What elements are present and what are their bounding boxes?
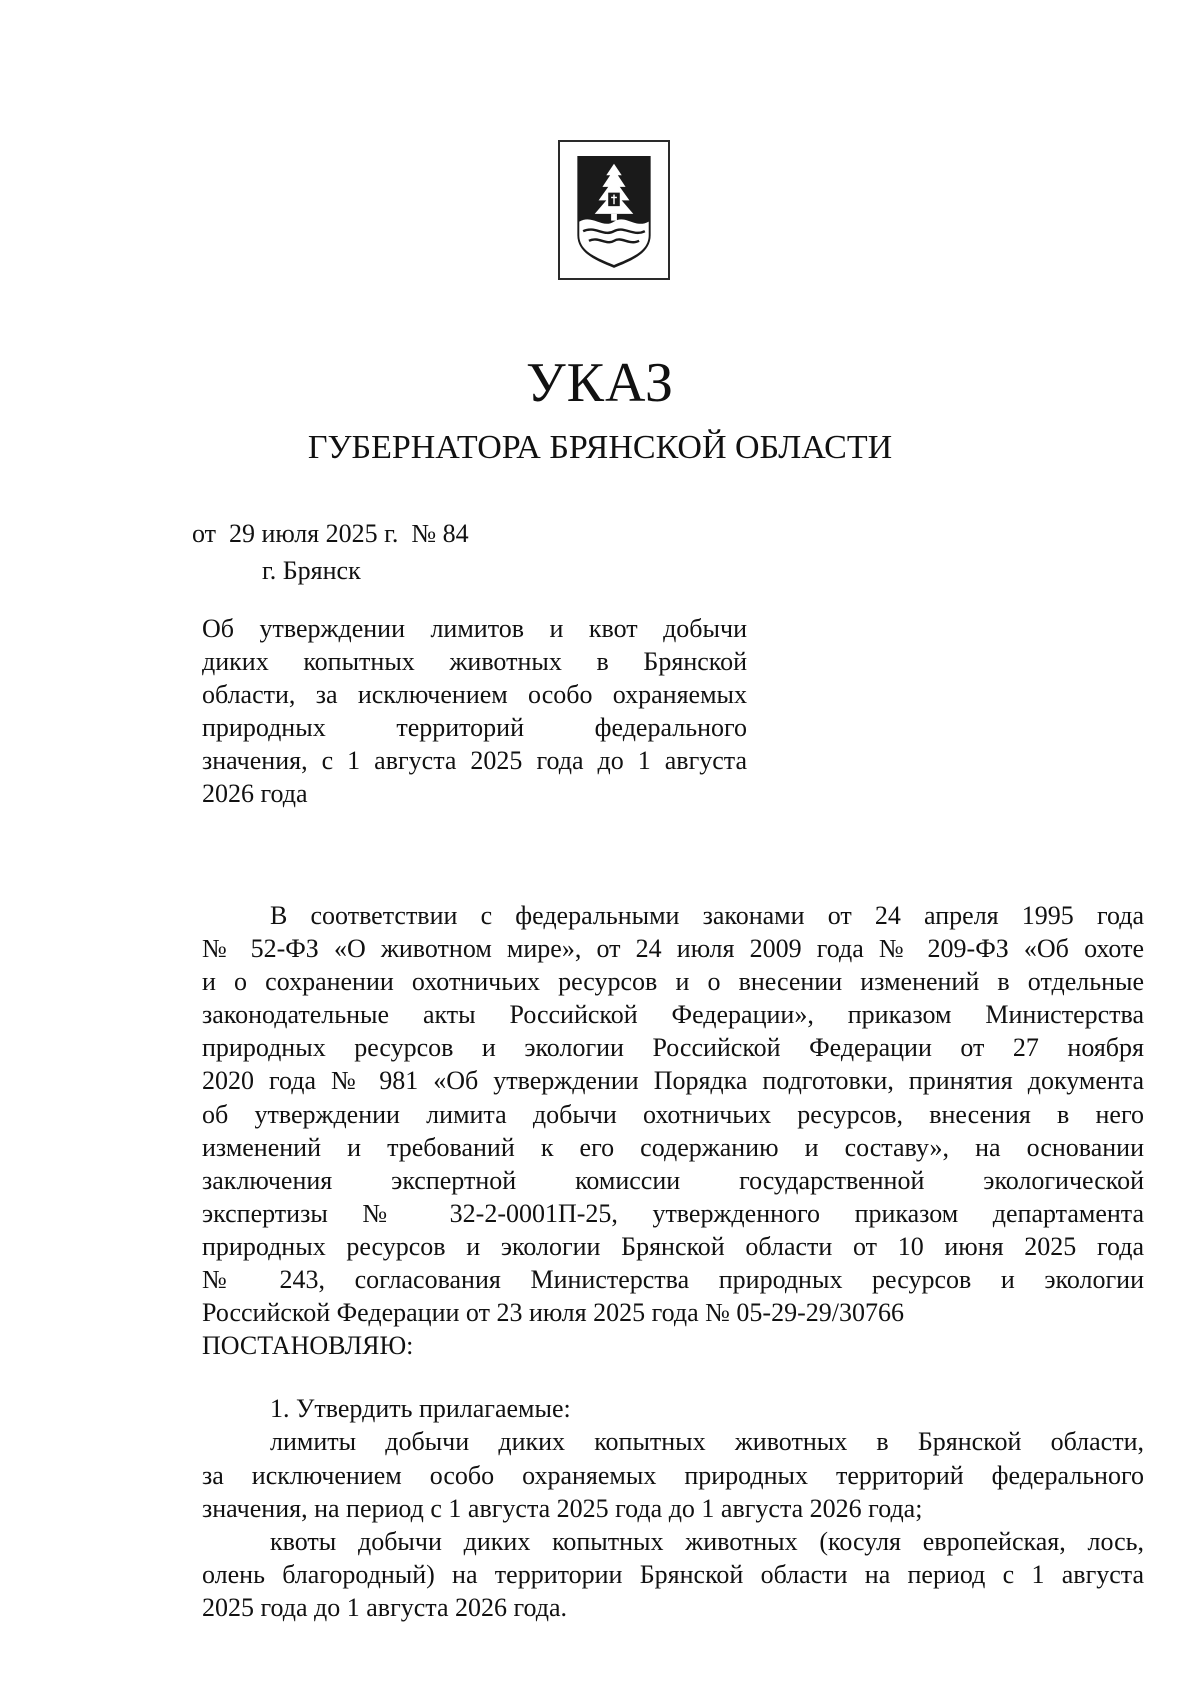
item-heading: 1. Утвердить прилагаемые: xyxy=(270,1394,571,1424)
item-line: лимиты добычи диких копытных животных в Брянской области, xyxy=(270,1427,1144,1457)
document-subtitle: ГУБЕРНАТОРА БРЯНСКОЙ ОБЛАСТИ xyxy=(307,429,893,466)
document-body xyxy=(202,899,1144,1624)
preamble-line: об утверждении лимита добычи охотничьих ресурсов, внесения в него xyxy=(202,1099,1144,1129)
subject-line: значения, с 1 августа 2025 года до 1 августа xyxy=(202,746,747,775)
item-line: за исключением особо охраняемых природных территорий федерального xyxy=(202,1460,1144,1490)
item-1 xyxy=(202,1392,1144,1624)
preamble-line: законодательные акты Российской Федерации», приказом Министерства xyxy=(202,1000,1144,1030)
item-line: 2025 года до 1 августа 2026 года. xyxy=(202,1592,568,1622)
subject-line: 2026 года xyxy=(202,779,308,808)
preamble-line: № 243, согласования Министерства природных ресурсов и экологии xyxy=(202,1265,1144,1295)
subject-line: Об утверждении лимитов и квот добычи xyxy=(202,614,747,643)
preamble-line: № 52-ФЗ «О животном мире», от 24 июля 2009 года № 209-ФЗ «Об охоте xyxy=(202,934,1144,964)
preamble-line: и о сохранении охотничьих ресурсов и о внесении изменений в отдельные xyxy=(202,967,1144,997)
preamble-line: экспертизы № 32-2-0001П-25, утвержденного приказом департамента xyxy=(202,1198,1144,1228)
document-title: УКАЗ xyxy=(525,352,675,414)
preamble-line: заключения экспертной комиссии государственной экологической xyxy=(202,1165,1144,1195)
item-line: квоты добычи диких копытных животных (косуля европейская, лось, xyxy=(270,1526,1144,1556)
spacer xyxy=(202,1362,1144,1392)
city: г. Брянск xyxy=(262,556,361,585)
document-subject xyxy=(202,612,747,810)
item-line: олень благородный) на территории Брянской области на период с 1 августа xyxy=(202,1559,1144,1589)
bryansk-coat-of-arms-icon xyxy=(558,140,670,280)
preamble-line: Российской Федерации от 23 июля 2025 года № 05-29-29/30766 xyxy=(202,1298,904,1328)
preamble-line: В соответствии с федеральными законами от 24 апреля 1995 года xyxy=(270,901,1144,930)
preamble-line: изменений и требований к его содержанию и составу», на основании xyxy=(202,1132,1144,1162)
subject-line: диких копытных животных в Брянской xyxy=(202,647,747,676)
preamble xyxy=(202,899,1144,1362)
preamble-line: природных ресурсов и экологии Брянской области от 10 июня 2025 года xyxy=(202,1231,1144,1261)
subject-line: области, за исключением особо охраняемых xyxy=(202,680,747,709)
decree-word: ПОСТАНОВЛЯЮ: xyxy=(202,1331,414,1361)
preamble-line: 2020 года № 981 «Об утверждении Порядка подготовки, принятия документа xyxy=(202,1066,1144,1096)
preamble-line: природных ресурсов и экологии Российской Федерации от 27 ноября xyxy=(202,1033,1144,1063)
subject-line: природных территорий федерального xyxy=(202,713,747,742)
date-and-number: от 29 июля 2025 г. № 84 xyxy=(192,519,469,548)
item-line: значения, на период с 1 августа 2025 года до 1 августа 2026 года; xyxy=(202,1493,923,1523)
